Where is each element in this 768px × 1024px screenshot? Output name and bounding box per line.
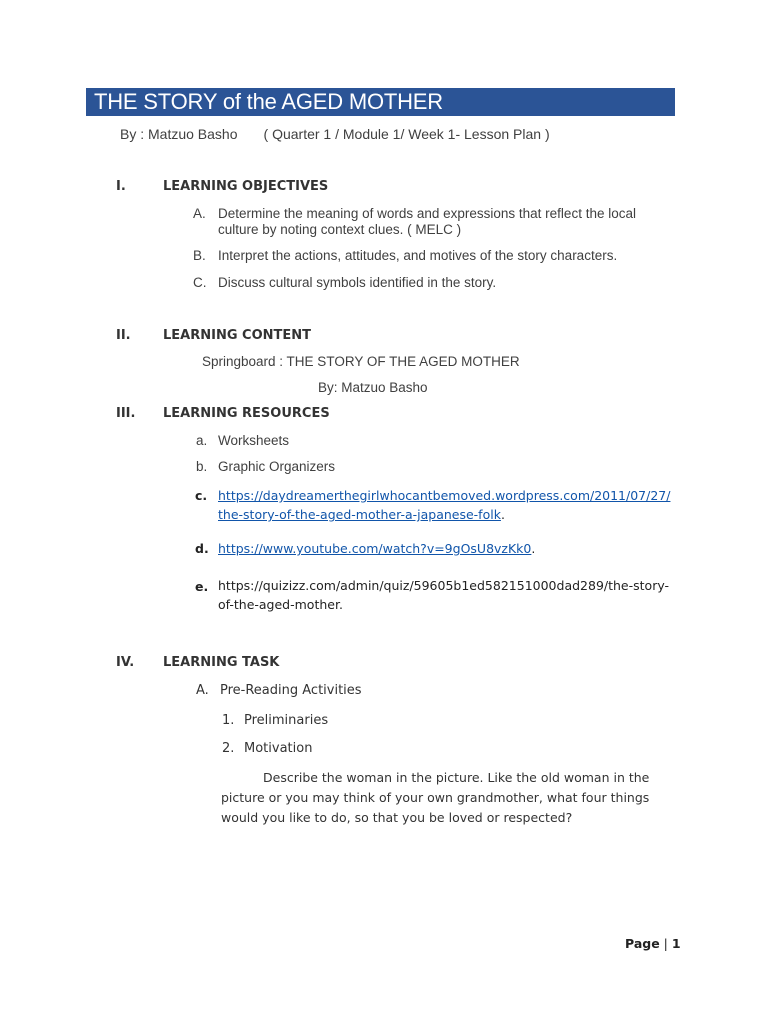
page-title: THE STORY of the AGED MOTHER — [94, 89, 443, 114]
resource-marker-d: d. — [195, 541, 209, 556]
objective-c: Discuss cultural symbols identified in the story. — [218, 275, 497, 290]
motivation-paragraph: Describe the woman in the picture. Like the old woman in the picture or you may think of your own grandmother, what four things would you like to do, so that you be loved or respected? — [221, 770, 650, 825]
step-preliminaries: Preliminaries — [244, 713, 329, 728]
footer-page-number: 1 — [671, 936, 681, 951]
byline — [120, 126, 550, 142]
resource-graphic-organizers: Graphic Organizers — [218, 459, 336, 474]
step-marker-1: 1. — [222, 713, 235, 728]
section-numeral-objectives: I. — [116, 179, 126, 194]
section-numeral-resources: III. — [116, 406, 136, 421]
byline-plan: ( Quarter 1 / Module 1/ Week 1- Lesson Plan ) — [263, 126, 550, 142]
task-pre-reading: Pre-Reading Activities — [220, 683, 362, 698]
footer-page-label: Page — [625, 936, 660, 951]
link-youtube-period: . — [531, 541, 536, 556]
title-bar — [86, 88, 675, 116]
section-heading-resources: LEARNING RESOURCES — [163, 406, 330, 421]
section-numeral-content: II. — [116, 328, 131, 343]
footer-separator: | — [663, 936, 668, 951]
page-footer — [625, 936, 681, 951]
section-heading-objectives: LEARNING OBJECTIVES — [163, 179, 329, 194]
section-numeral-task: IV. — [116, 655, 135, 670]
step-marker-2: 2. — [222, 741, 235, 756]
resource-marker-c: c. — [195, 488, 208, 503]
objective-a-line2: culture by noting context clues. ( MELC ) — [218, 222, 462, 237]
link-youtube[interactable]: https://www.youtube.com/watch?v=9gOsU8vzKk0 — [218, 541, 532, 556]
springboard-text: Springboard : THE STORY OF THE AGED MOTHER — [202, 354, 520, 369]
section-heading-task: LEARNING TASK — [163, 655, 280, 670]
objective-b: Interpret the actions, attitudes, and motives of the story characters. — [218, 248, 618, 263]
resource-link-wordpress-cont[interactable] — [218, 506, 505, 524]
objective-marker-a: A. — [193, 206, 206, 221]
byline-author: By : Matzuo Basho — [120, 126, 238, 142]
link-wordpress-line2[interactable]: the-story-of-the-aged-mother-a-japanese-folk — [218, 507, 501, 522]
step-motivation: Motivation — [244, 741, 313, 756]
resource-marker-a: a. — [196, 433, 208, 448]
springboard-author: By: Matzuo Basho — [318, 380, 428, 395]
objective-a-line1: Determine the meaning of words and expressions that reflect the local — [218, 206, 636, 221]
link-wordpress-period: . — [500, 507, 505, 522]
task-sub-marker: A. — [196, 683, 209, 698]
section-heading-content: LEARNING CONTENT — [163, 328, 311, 343]
resource-marker-b: b. — [196, 459, 208, 474]
link-wordpress-line1[interactable]: https://daydreamerthegirlwhocantbemoved.wordpress.com/2011/07/27/ — [218, 488, 671, 503]
objective-marker-c: C. — [193, 275, 207, 290]
resource-quizizz-line1: https://quizizz.com/admin/quiz/59605b1ed582151000dad289/the-story- — [218, 578, 670, 593]
resource-worksheets: Worksheets — [218, 433, 290, 448]
resource-quizizz-line2: of-the-aged-mother. — [218, 597, 343, 612]
objective-marker-b: B. — [193, 248, 206, 263]
resource-marker-e: e. — [195, 579, 209, 594]
resource-link-youtube[interactable] — [218, 540, 535, 558]
resource-link-wordpress[interactable] — [218, 487, 670, 505]
